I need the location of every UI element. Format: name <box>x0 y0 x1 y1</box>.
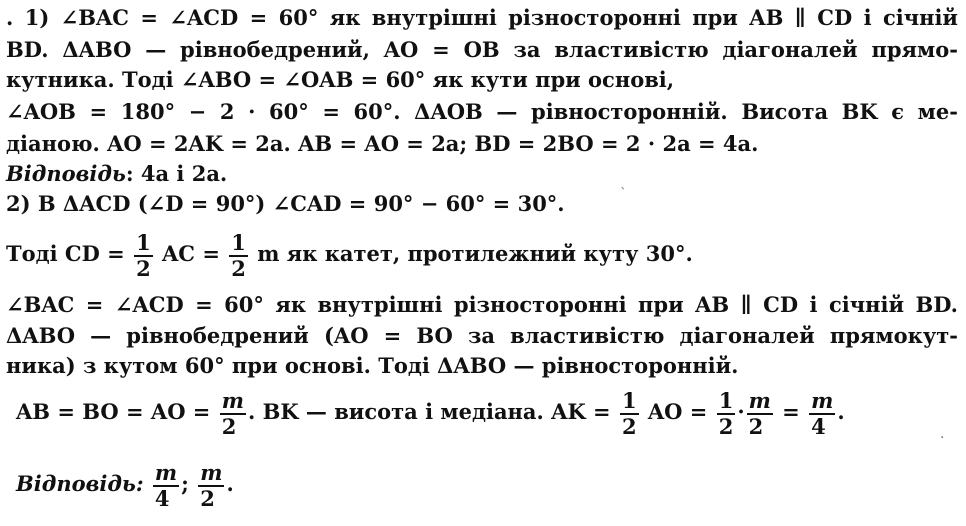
numerator: 1 <box>231 229 246 255</box>
line-8-part-c: m як катет, протилежний куту 30°. <box>257 241 693 266</box>
line-4: ∠AOB = 180° − 2 · 60° = 60°. ΔAOB — рівносторонній. Висота BK є ме- <box>6 99 958 124</box>
numerator: m <box>748 387 771 413</box>
dot-operator: · <box>737 399 745 424</box>
numerator: 1 <box>136 229 151 255</box>
line-8-part-a: Тоді CD = <box>6 241 125 266</box>
answer-label: Відповідь: <box>16 471 144 496</box>
line-1: . 1) ∠BAC = ∠ACD = 60° як внутрішні різносторонні при AB ∥ CD і січній <box>6 5 958 30</box>
separator: ; <box>181 471 189 496</box>
answer-label: Відповідь <box>6 161 126 186</box>
line-5: діаною. AO = 2AK = 2a. AB = AO = 2a; BD = 2BO = 2 · 2a = 4a. <box>6 131 759 156</box>
denominator: 4 <box>811 413 826 439</box>
numerator: m <box>200 459 223 485</box>
denominator: 2 <box>748 413 764 439</box>
fraction-m-4-answer <box>153 461 179 511</box>
equals-sign: = <box>782 399 800 424</box>
numerator: m <box>221 387 244 413</box>
denominator: 2 <box>200 485 215 511</box>
fraction-m-2 <box>220 389 246 439</box>
scan-speck: ˋ <box>620 186 627 202</box>
numerator: m <box>154 459 178 485</box>
line-8-part-b: AC = <box>162 241 220 266</box>
answer-1 <box>6 160 958 188</box>
denominator: 2 <box>221 413 237 439</box>
denominator: 4 <box>154 485 170 511</box>
line-11: ника) з кутом 60° при основі. Тоді ΔABO — рівносторонній. <box>6 353 739 378</box>
denominator: 2 <box>718 413 734 439</box>
fraction-m-2-answer <box>198 461 224 511</box>
line-12-part-b: . BK — висота і медіана. AK = <box>247 399 611 424</box>
fraction-one-half <box>134 231 153 281</box>
line-3: кутника. Тоді ∠ABO = ∠OAB = 60° як кути при основі, <box>6 67 675 92</box>
line-12-part-c: AO = <box>647 399 708 424</box>
numerator: m <box>811 387 834 413</box>
answer-2 <box>16 456 958 512</box>
answer-1-value: : 4a і 2a. <box>125 161 228 186</box>
fraction-one-half-2 <box>229 231 248 281</box>
line-9: ∠BAC = ∠ACD = 60° як внутрішні різносторонні при AB ∥ CD і січній BD. <box>6 292 958 317</box>
fraction-m-2-b <box>747 389 773 439</box>
denominator: 2 <box>621 413 637 439</box>
line-12 <box>16 384 958 440</box>
line-7: 2) В ΔACD (∠D = 90°) ∠CAD = 90° − 60° = 30°. <box>6 191 565 216</box>
denominator: 2 <box>136 255 151 281</box>
line-8 <box>6 226 958 282</box>
numerator: 1 <box>718 387 734 413</box>
fraction-1-2-b <box>717 389 736 439</box>
scan-speck: · <box>940 430 945 446</box>
numerator: 1 <box>621 387 637 413</box>
line-12-part-a: AB = BO = AO = <box>16 399 211 424</box>
period: . <box>226 471 234 496</box>
fraction-m-4 <box>809 389 835 439</box>
line-2: BD. ΔABO — рівнобедрений, AO = OB за властивістю діагоналей прямо- <box>6 37 958 62</box>
denominator: 2 <box>231 255 246 281</box>
line-10: ΔABO — рівнобедрений (AO = BO за властивістю діагоналей прямокут- <box>6 323 958 348</box>
fraction-1-2 <box>620 389 639 439</box>
period: . <box>837 399 845 424</box>
